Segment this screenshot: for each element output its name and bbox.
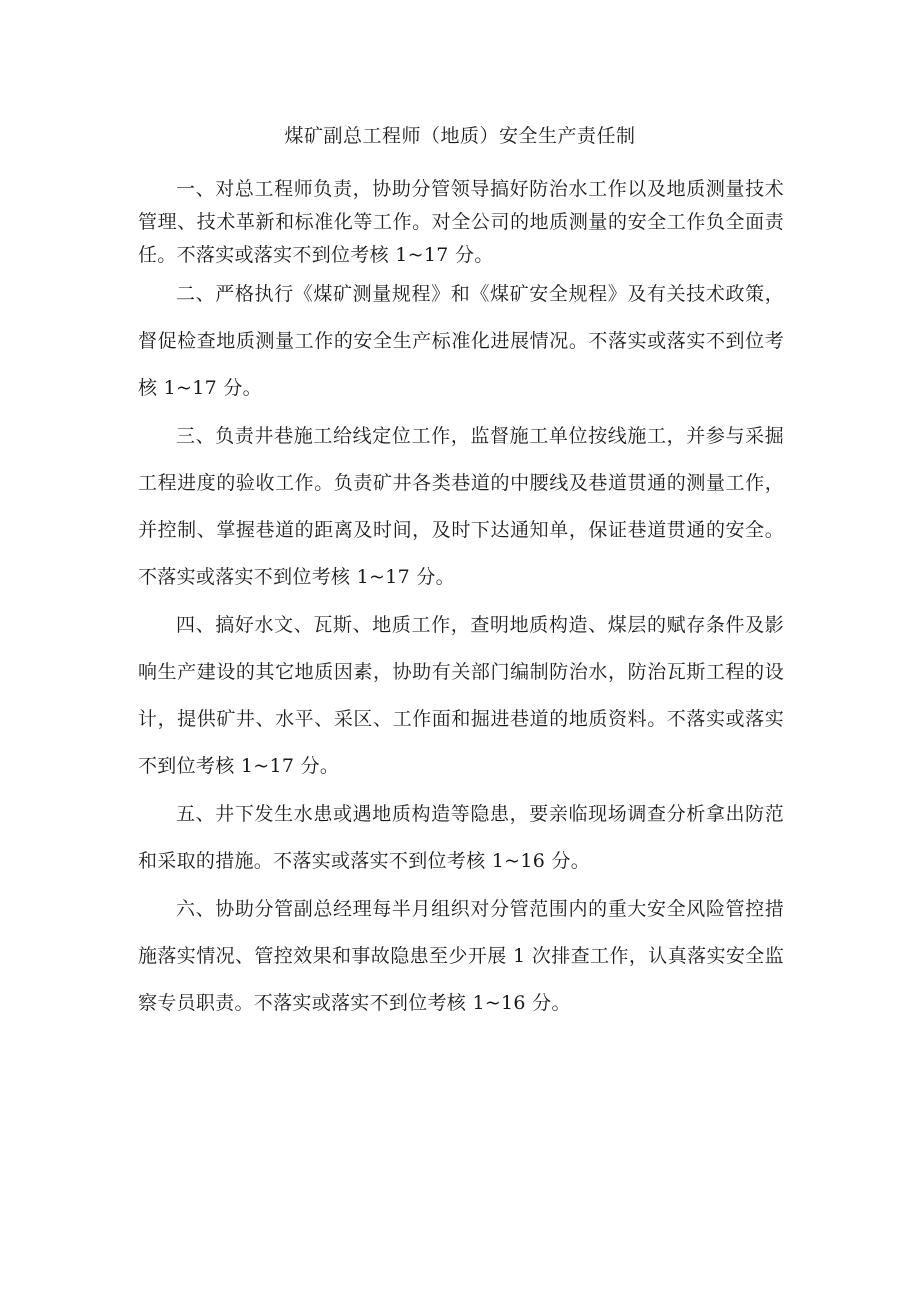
paragraph-3: 三、负责井巷施工给线定位工作，监督施工单位按线施工，并参与采掘工程进度的验收工作。负责矿井各类巷道的中腰线及巷道贯通的测量工作，并控制、掌握巷道的距离及时间，及时下达通知单，保证巷道贯通的安全。不落实或落实不到位考核 1~17 分。	[138, 425, 784, 588]
paragraph-2: 二、严格执行《煤矿测量规程》和《煤矿安全规程》及有关技术政策，督促检查地质测量工作的安全生产标准化进展情况。不落实或落实不到位考核 1~17 分。	[138, 283, 784, 399]
document-title: 煤矿副总工程师（地质）安全生产责任制	[284, 125, 636, 147]
paragraph-5: 五、井下发生水患或遇地质构造等隐患，要亲临现场调查分析拿出防范和采取的措施。不落实或落实不到位考核 1~16 分。	[138, 803, 784, 872]
paragraph-4: 四、搞好水文、瓦斯、地质工作，查明地质构造、煤层的赋存条件及影响生产建设的其它地质因素，协助有关部门编制防治水，防治瓦斯工程的设计，提供矿井、水平、采区、工作面和掘进巷道的地质资料。不落实或落实不到位考核 1~17 分。	[138, 614, 784, 777]
paragraph-6: 六、协助分管副总经理每半月组织对分管范围内的重大安全风险管控措施落实情况、管控效果和事故隐患至少开展 1 次排查工作，认真落实安全监察专员职责。不落实或落实不到位考核 1~16 分。	[138, 898, 784, 1014]
paragraph-1: 一、对总工程师负责，协助分管领导搞好防治水工作以及地质测量技术管理、技术革新和标准化等工作。对全公司的地质测量的安全工作负全面责任。不落实或落实不到位考核 1~17 分。	[138, 178, 784, 266]
